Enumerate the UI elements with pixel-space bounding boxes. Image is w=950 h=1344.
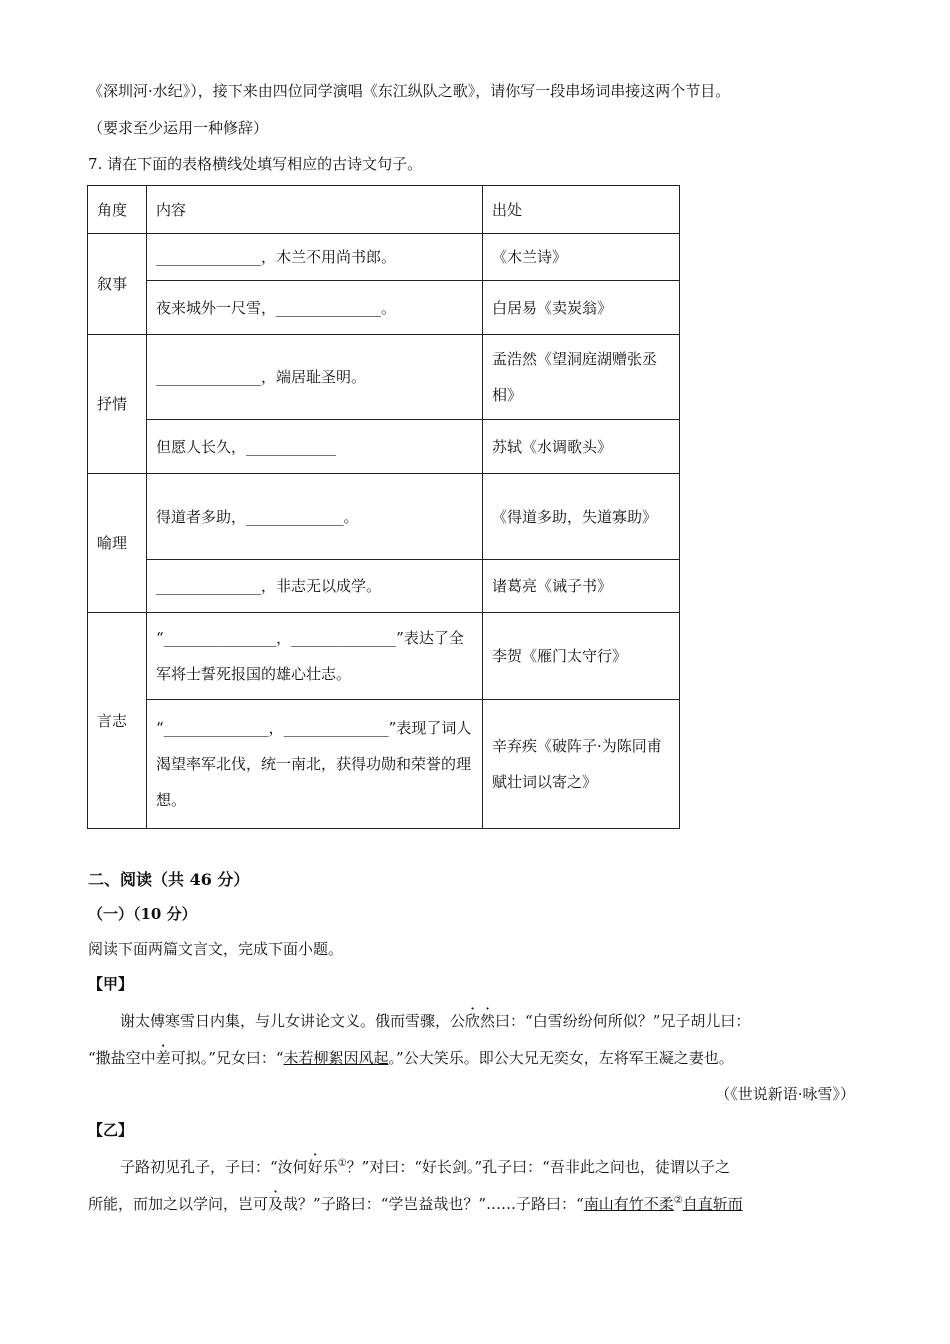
footnote-mark: ② (673, 1195, 683, 1206)
header-source: 出处 (483, 186, 680, 234)
emphasis-char: 差 (155, 1049, 171, 1067)
footnote-mark: ① (337, 1158, 347, 1169)
source-cell: 苏轼《水调歌头》 (483, 420, 680, 474)
table-header-row (88, 186, 680, 234)
table-row (88, 234, 680, 281)
content-cell: 夜来城外一尺雪，______________。 (147, 281, 483, 335)
intro-line-2: （要求至少运用一种修辞） (88, 119, 269, 137)
content-cell: ______________，端居耻圣明。 (147, 335, 483, 420)
intro-line-1: 《深圳河·水纪》），接下来由四位同学演唱《东江纵队之歌》，请你写一段串场词串接这两个节目。 (88, 82, 731, 100)
jia-source: （《世说新语·咏雪》） (715, 1085, 855, 1103)
content-cell: “_______________，______________”表达了全军将士誓死报国的雄心壮志。 (147, 613, 483, 700)
question-7-title: 7. 请在下面的表格横线处填写相应的古诗文句子。 (88, 155, 423, 173)
yi-paragraph-line-1: 子路初见孔子，子曰：“汝何好乐①？”对曰：“好长剑。”孔子曰：“吾非此之问也，徒谓以子之 (120, 1158, 730, 1176)
table-row (88, 335, 680, 420)
table-row (88, 420, 680, 474)
content-cell: 但愿人长久，____________ (147, 420, 483, 474)
yi-label: 【乙】 (88, 1121, 134, 1139)
source-cell: 诸葛亮《诫子书》 (483, 560, 680, 613)
part-1-title: （一）（10 分） (88, 905, 197, 923)
emphasis-char: 及 (268, 1195, 284, 1213)
angle-cell: 抒情 (88, 335, 147, 474)
angle-cell: 喻理 (88, 474, 147, 613)
jia-paragraph-line-2: “撒盐空中差可拟。”兄女曰：“未若柳絮因风起。”公大笑乐。即公大兄无奕女，左将军王凝之妻也。 (88, 1049, 734, 1067)
table-row (88, 281, 680, 335)
emphasis-char: 欣 (465, 1012, 481, 1030)
underlined-phrase: 未若柳絮因风起 (283, 1049, 389, 1067)
header-angle: 角度 (88, 186, 147, 234)
reading-instruction: 阅读下面两篇文言文，完成下面小题。 (88, 940, 344, 958)
source-cell: 孟浩然《望洞庭湖赠张丞相》 (483, 335, 680, 420)
angle-cell: 言志 (88, 613, 147, 829)
underlined-phrase: 自直斩而 (682, 1195, 743, 1213)
content-cell: ______________，木兰不用尚书郎。 (147, 234, 483, 281)
table-row (88, 560, 680, 613)
jia-label: 【甲】 (88, 975, 134, 993)
emphasis-char: 然 (480, 1012, 496, 1030)
underlined-phrase: 南山有竹不柔 (583, 1195, 674, 1213)
table-row (88, 700, 680, 829)
section-2-title: 二、阅读（共 46 分） (88, 870, 250, 889)
table-row (88, 613, 680, 700)
content-cell: ______________，非志无以成学。 (147, 560, 483, 613)
header-content: 内容 (147, 186, 483, 234)
source-cell: 辛弃疾《破阵子·为陈同甫赋壮词以寄之》 (483, 700, 680, 829)
source-cell: 《得道多助，失道寡助》 (483, 474, 680, 560)
content-cell: “______________，______________”表现了词人渴望率军北伐，统一南北，获得功勋和荣誉的理想。 (147, 700, 483, 829)
jia-paragraph-line-1: 谢太傅寒雪日内集，与儿女讲论文义。俄而雪骤，公欣然曰：“白雪纷纷何所似？”兄子胡儿曰： (120, 1012, 751, 1030)
yi-paragraph-line-2: 所能，而加之以学问，岂可及哉？”子路曰：“学岂益哉也？”……子路曰：“南山有竹不柔②自直斩而 (88, 1195, 743, 1213)
poetry-table (87, 185, 680, 829)
table-row (88, 474, 680, 560)
angle-cell: 叙事 (88, 234, 147, 335)
emphasis-char: 好 (307, 1158, 323, 1176)
source-cell: 白居易《卖炭翁》 (483, 281, 680, 335)
source-cell: 《木兰诗》 (483, 234, 680, 281)
source-cell: 李贺《雁门太守行》 (483, 613, 680, 700)
content-cell: 得道者多助，_____________。 (147, 474, 483, 560)
